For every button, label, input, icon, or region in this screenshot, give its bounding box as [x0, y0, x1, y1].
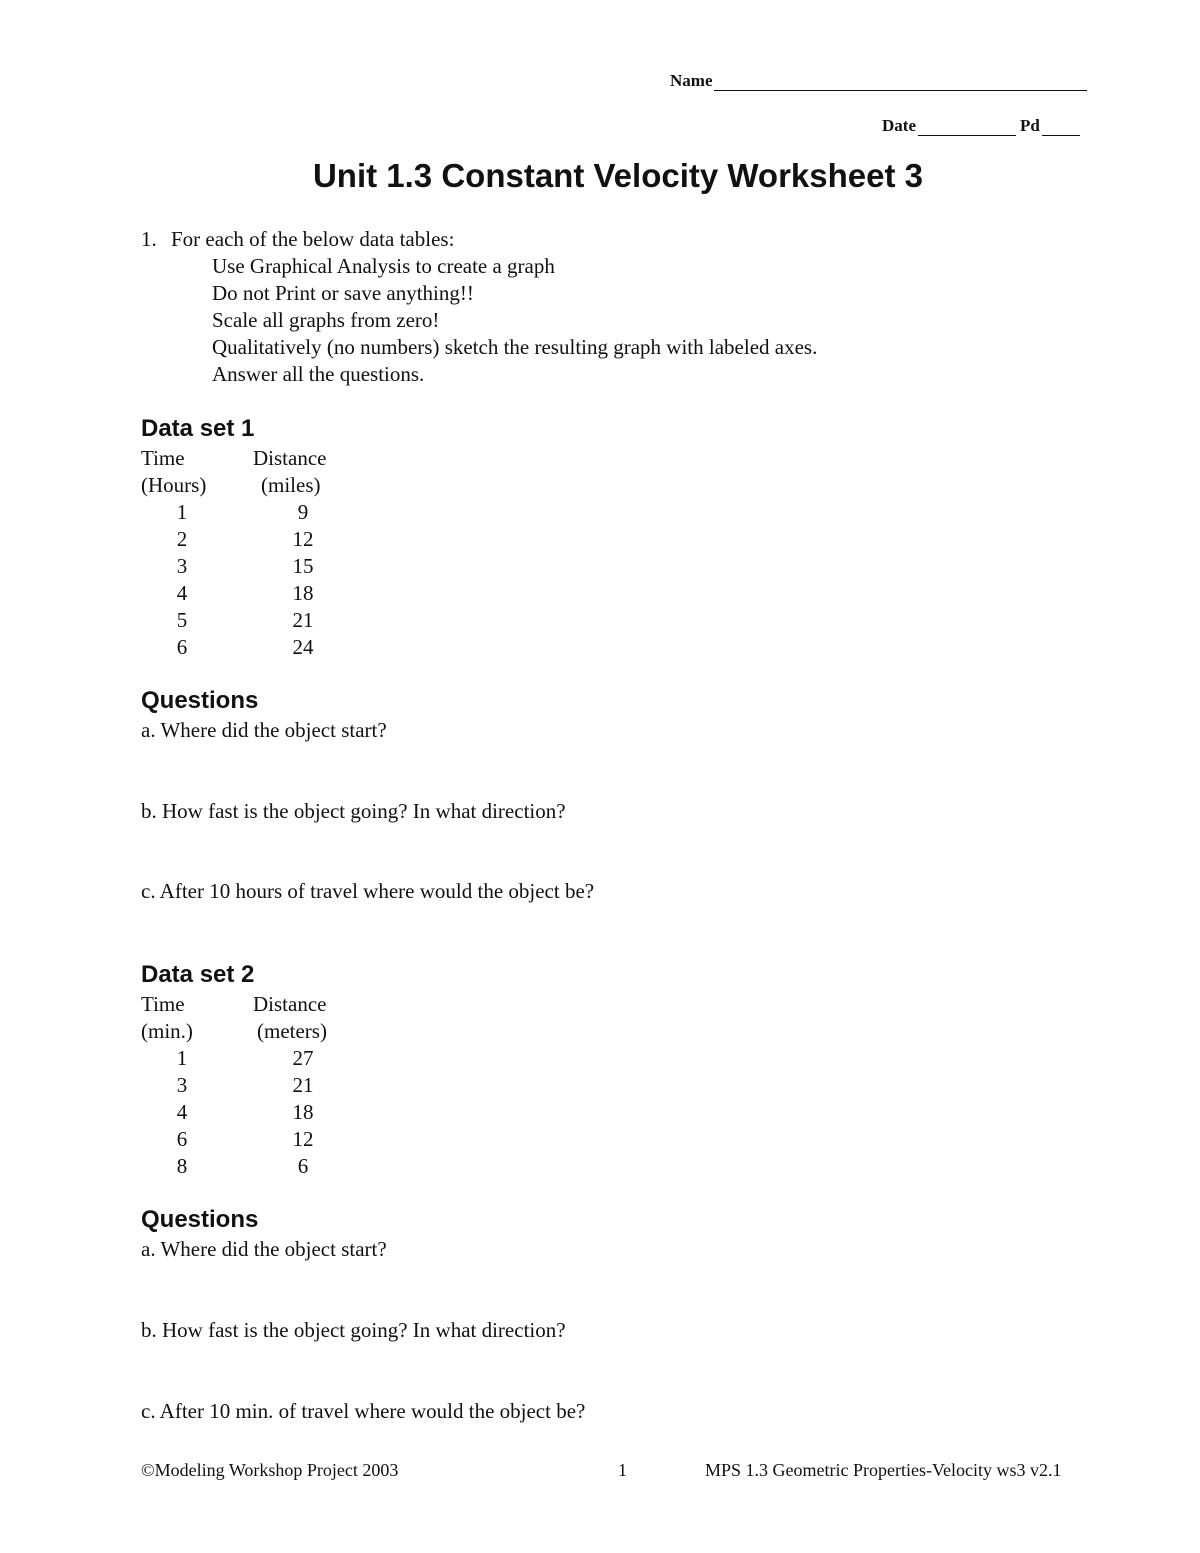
instructions	[141, 226, 817, 388]
instruction-intro: For each of the below data tables:	[171, 227, 455, 251]
time-cell: 4	[176, 1100, 188, 1124]
table-row	[141, 580, 381, 607]
question-1a: a. Where did the object start?	[141, 718, 387, 742]
distance-cell: 15	[292, 554, 314, 578]
instruction-item: Qualitatively (no numbers) sketch the resulting graph with labeled axes.	[212, 335, 818, 359]
table-unit-row	[141, 472, 381, 499]
data-set-1-heading: Data set 1	[141, 415, 255, 442]
table-row	[141, 634, 381, 661]
question-2b: b. How fast is the object going? In what direction?	[141, 1318, 566, 1342]
table-row	[141, 1072, 377, 1099]
instruction-item: Do not Print or save anything!!	[212, 281, 474, 305]
distance-cell: 27	[292, 1046, 314, 1070]
name-field	[670, 70, 1087, 91]
distance-cell: 6	[297, 1154, 309, 1178]
question-1b: b. How fast is the object going? In what direction?	[141, 799, 566, 823]
data-set-1-table	[141, 445, 381, 661]
time-cell: 6	[176, 635, 188, 659]
question-2a: a. Where did the object start?	[141, 1237, 387, 1261]
questions-2-heading: Questions	[141, 1206, 259, 1233]
table-row	[141, 1126, 377, 1153]
time-cell: 4	[176, 581, 188, 605]
table-header-row	[141, 445, 381, 472]
distance-column-unit: (meters)	[257, 1019, 327, 1043]
instruction-item: Use Graphical Analysis to create a graph	[212, 254, 555, 278]
time-cell: 2	[176, 527, 188, 551]
date-label: Date	[882, 116, 916, 135]
table-header-row	[141, 991, 377, 1018]
table-row	[141, 526, 381, 553]
time-cell: 3	[176, 1073, 188, 1097]
footer-copyright: ©Modeling Workshop Project 2003	[141, 1460, 399, 1480]
period-label: Pd	[1019, 116, 1040, 135]
time-cell: 6	[176, 1127, 188, 1151]
time-cell: 8	[176, 1154, 188, 1178]
date-blank-line	[918, 115, 1016, 136]
time-column-header: Time	[141, 992, 185, 1016]
table-row	[141, 499, 381, 526]
page-title: Unit 1.3 Constant Velocity Worksheet 3	[312, 157, 924, 194]
question-2c: c. After 10 min. of travel where would the object be?	[141, 1399, 586, 1423]
distance-cell: 12	[292, 1127, 314, 1151]
period-blank-line	[1042, 115, 1080, 136]
time-cell: 1	[176, 500, 188, 524]
instruction-item: Scale all graphs from zero!	[212, 308, 440, 332]
footer-document-id: MPS 1.3 Geometric Properties-Velocity ws3 v2.1	[705, 1460, 1062, 1480]
name-label: Name	[670, 71, 713, 90]
name-blank-line	[714, 70, 1087, 91]
questions-1-heading: Questions	[141, 687, 259, 714]
table-row	[141, 1099, 377, 1126]
distance-column-header: Distance	[253, 446, 327, 470]
date-period-field	[882, 115, 1080, 136]
table-row	[141, 607, 381, 634]
data-set-2-heading: Data set 2	[141, 961, 255, 988]
table-row	[141, 1153, 377, 1180]
distance-cell: 18	[292, 1100, 314, 1124]
instruction-item: Answer all the questions.	[212, 362, 425, 386]
distance-cell: 18	[292, 581, 314, 605]
instruction-intro-row	[141, 226, 817, 253]
time-cell: 3	[176, 554, 188, 578]
distance-cell: 21	[292, 608, 314, 632]
question-1c: c. After 10 hours of travel where would the object be?	[141, 879, 595, 903]
table-row	[141, 553, 381, 580]
distance-column-header: Distance	[253, 992, 327, 1016]
time-cell: 1	[176, 1046, 188, 1070]
table-row	[141, 1045, 377, 1072]
time-cell: 5	[176, 608, 188, 632]
distance-cell: 9	[297, 500, 309, 524]
time-column-header: Time	[141, 446, 185, 470]
table-unit-row	[141, 1018, 377, 1045]
instruction-number: 1.	[141, 227, 157, 251]
distance-cell: 12	[292, 527, 314, 551]
distance-column-unit: (miles)	[261, 473, 321, 497]
footer-page-number: 1	[618, 1460, 627, 1480]
data-set-2-table	[141, 991, 377, 1180]
time-column-unit: (Hours)	[141, 473, 207, 497]
time-column-unit: (min.)	[141, 1019, 193, 1043]
distance-cell: 21	[292, 1073, 314, 1097]
distance-cell: 24	[292, 635, 314, 659]
